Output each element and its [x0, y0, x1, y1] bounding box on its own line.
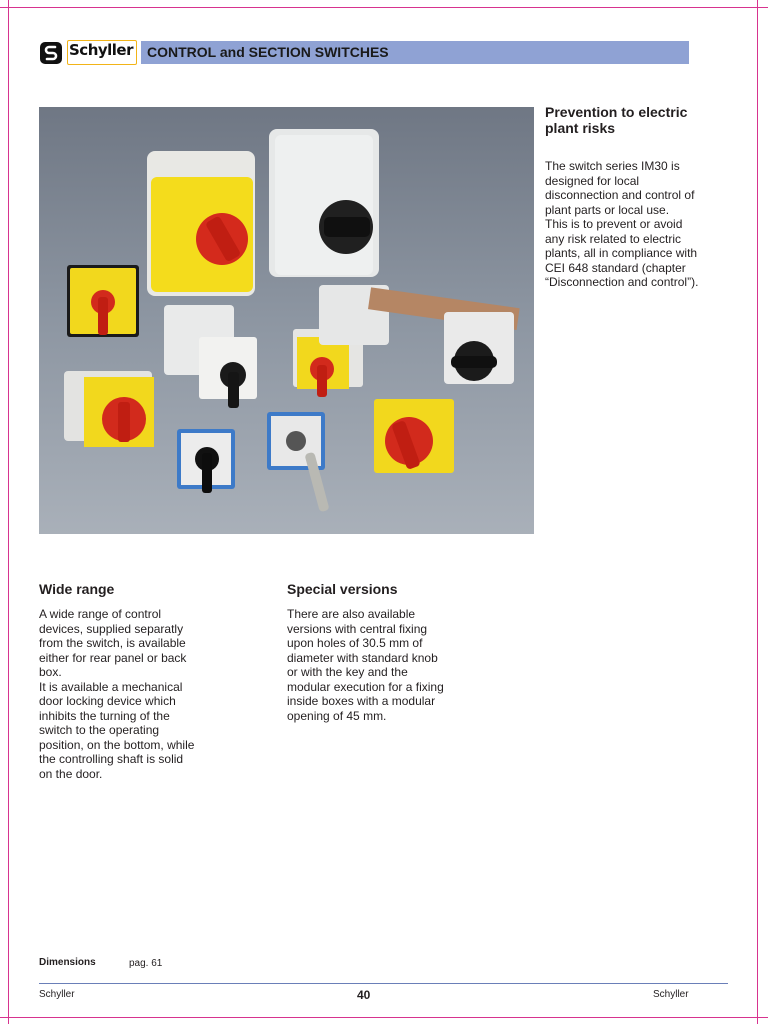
- paragraph: It is available a mechanical door locking device which inhibits the turning of the switch to the operating position, on the bottom, while the controlling shaft is solid on the door.: [39, 679, 195, 781]
- footer-brand-right: Schyller: [653, 989, 689, 1000]
- logo-icon: [39, 41, 63, 65]
- paragraph: This is to prevent or avoid any risk related to electric plants, all in compliance with CEI 648 standard (chapter “Disconnection and control”).: [545, 217, 699, 289]
- logo-text: Schyller: [69, 41, 134, 59]
- section-body-wide-range: [39, 607, 199, 781]
- dimensions-label: Dimensions: [39, 957, 96, 968]
- crop-mark-right: [757, 0, 758, 1024]
- header-bar: [141, 41, 689, 64]
- footer-divider: [39, 983, 728, 984]
- footer-brand-left: Schyller: [39, 989, 75, 1000]
- paragraph: A wide range of control devices, supplied separatly from the switch, is available either for rear panel or back box.: [39, 607, 187, 679]
- section-body-special-versions: [287, 607, 447, 723]
- section-heading-prevention: Prevention to electric plant risks: [545, 104, 688, 136]
- crop-mark-top: [0, 7, 768, 8]
- section-heading-wide-range: Wide range: [39, 581, 115, 597]
- crop-mark-left: [8, 0, 9, 1024]
- page-number: 40: [357, 988, 371, 1002]
- crop-mark-bottom: [0, 1017, 768, 1018]
- dimensions-page-ref: pag. 61: [129, 958, 163, 969]
- paragraph: There are also available versions with central fixing upon holes of 30.5 mm of diameter with standard knob or with the key and the modular execution for a fixing inside boxes with a modular opening of 45 mm.: [287, 607, 444, 723]
- page-title: CONTROL and SECTION SWITCHES: [147, 44, 389, 60]
- paragraph: The switch series IM30 is designed for local disconnection and control of plant parts or local use.: [545, 159, 695, 217]
- section-body-prevention: [545, 159, 705, 290]
- brand-logo: [39, 40, 137, 65]
- section-heading-special-versions: Special versions: [287, 581, 398, 597]
- product-photo: [39, 107, 534, 534]
